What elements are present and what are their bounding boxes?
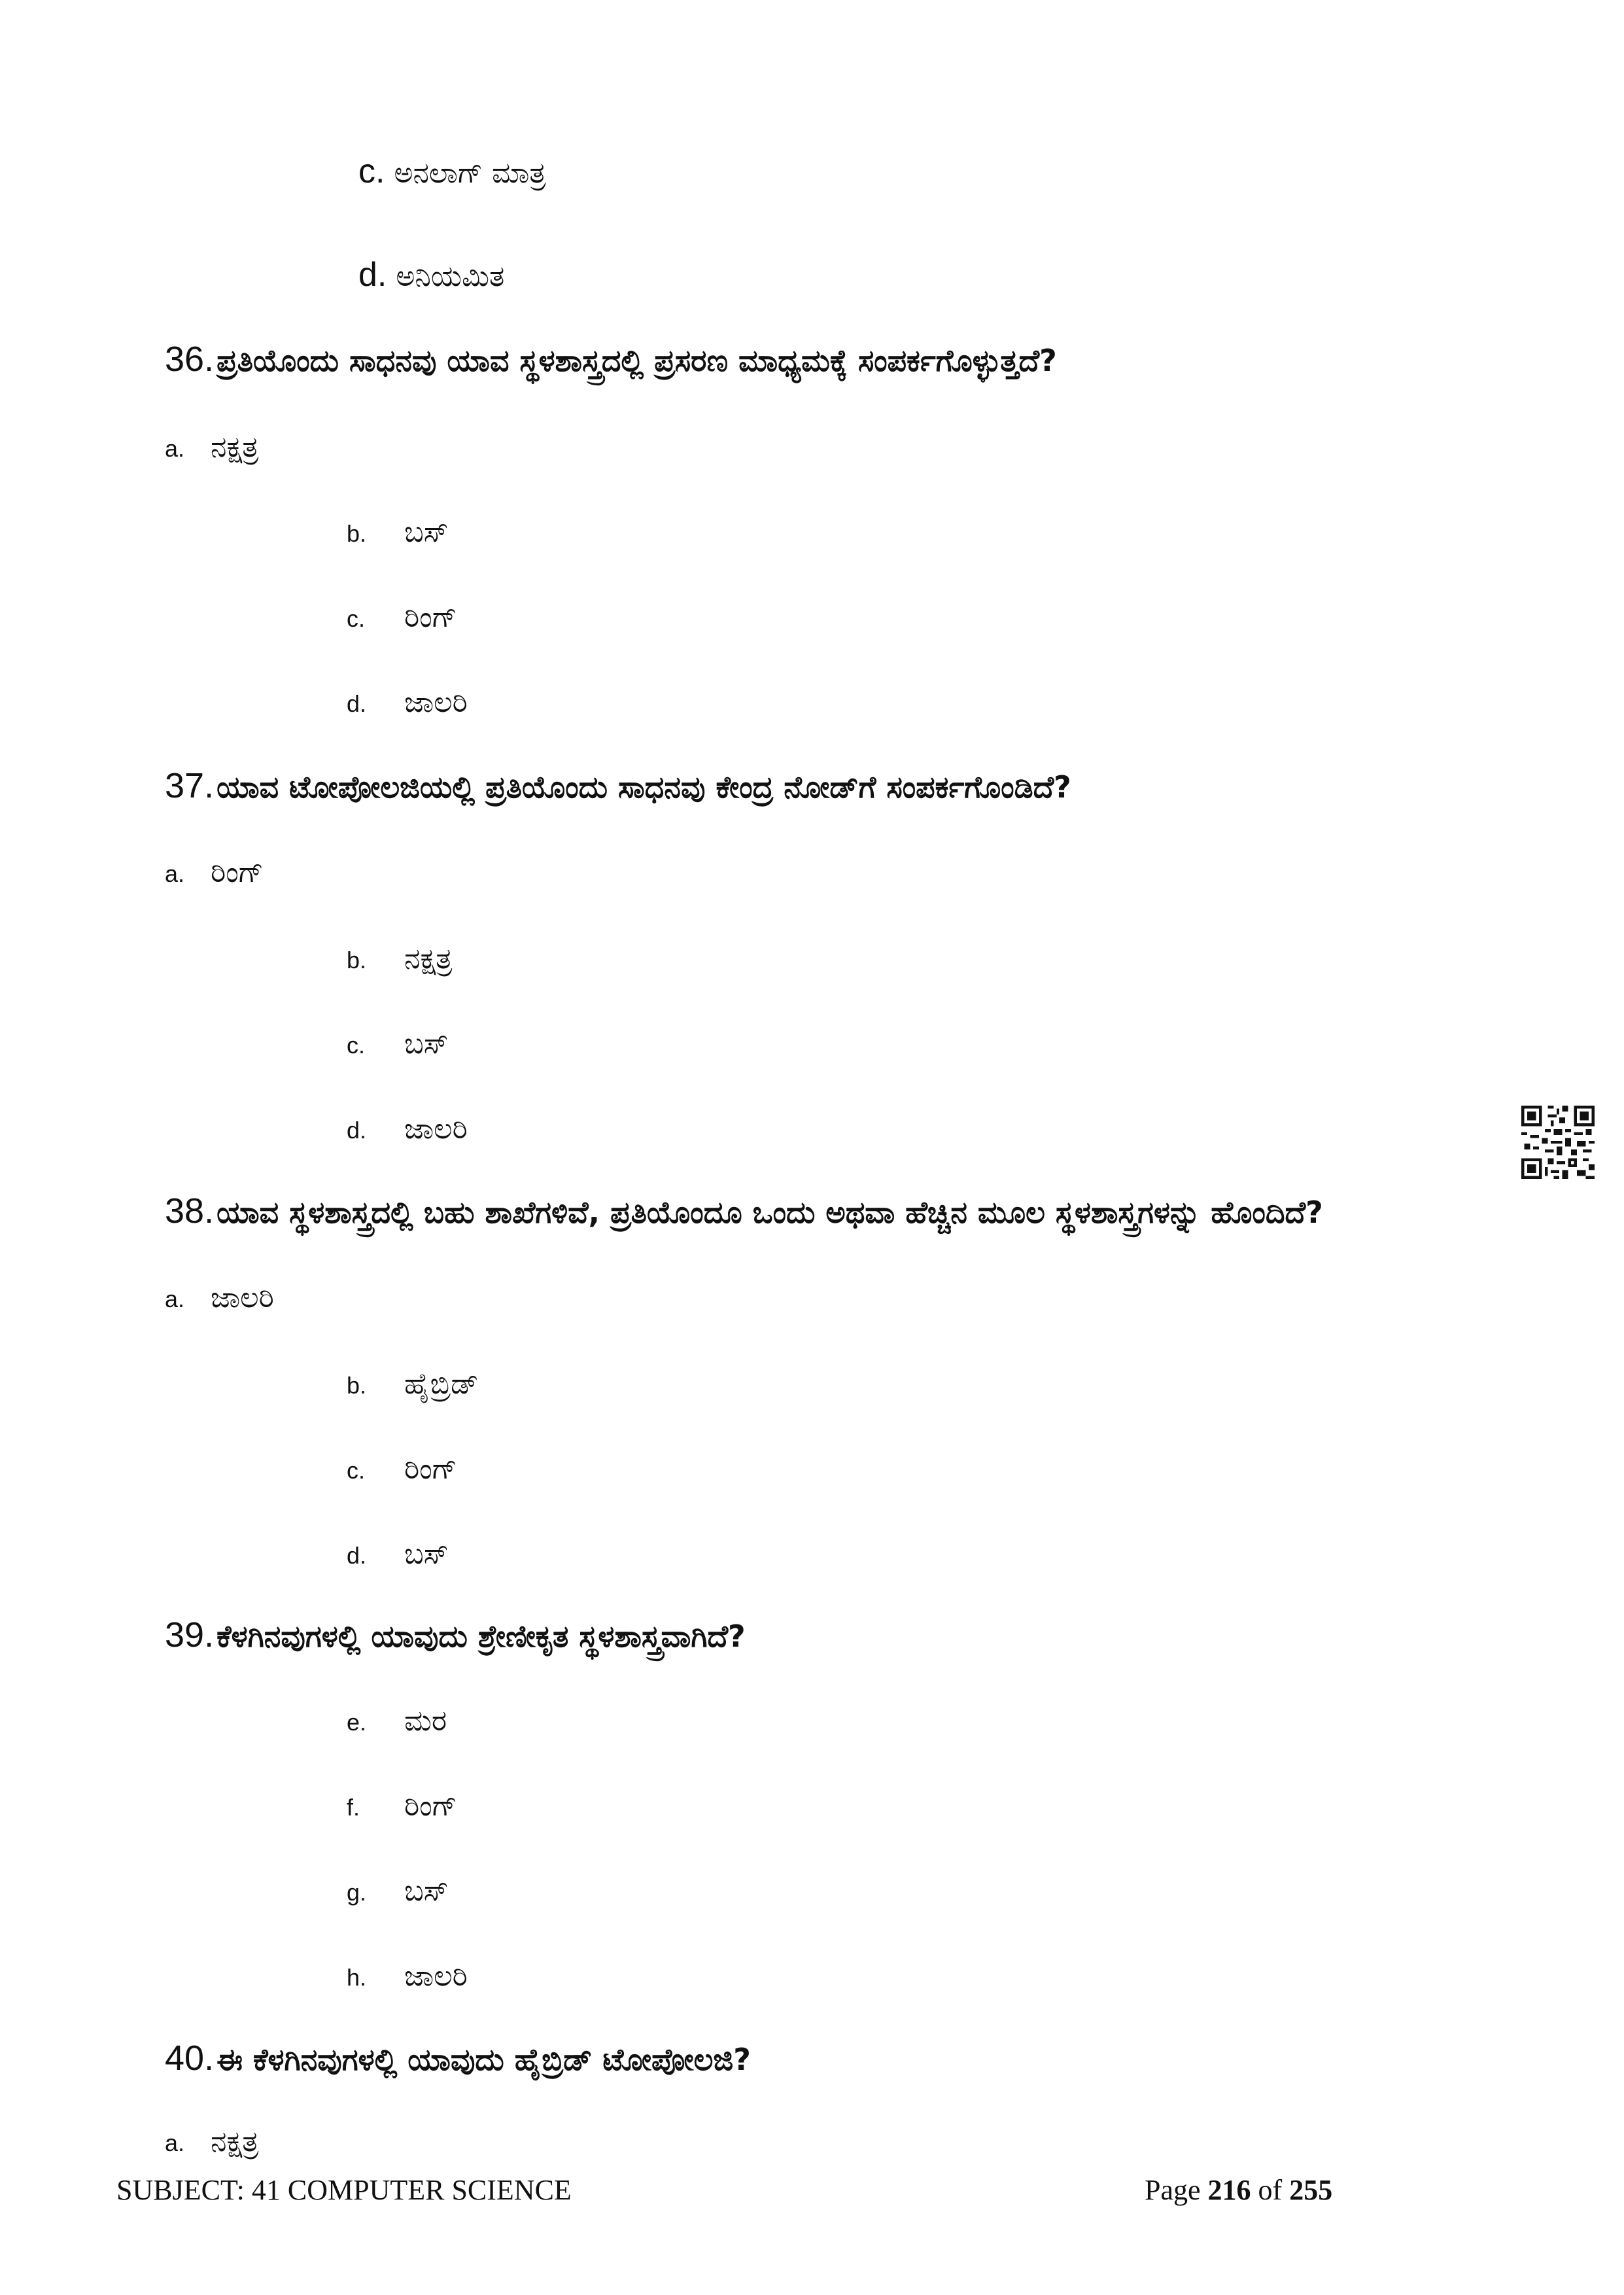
question-text: ಪ್ರತಿಯೊಂದು ಸಾಧನವು ಯಾವ ಸ್ಥಳಶಾಸ್ತ್ರದಲ್ಲಿ ಪ್ರಸರಣ ಮಾಧ್ಯಮಕ್ಕೆ ಸಂಪರ್ಕಗೊಳ್ಳುತ್ತದೆ? — [216, 343, 1057, 378]
question-number: 40. — [165, 2039, 215, 2078]
option-label: b. — [347, 947, 367, 973]
option-label: d. — [358, 256, 387, 294]
question-40-option-a — [165, 2125, 258, 2158]
question-40 — [165, 2038, 751, 2078]
option-label: a. — [165, 1286, 185, 1312]
option-text: ರಿಂಗ್ — [404, 1789, 457, 1823]
option-text: ರಿಂಗ್ — [404, 1452, 457, 1486]
option-label: c. — [347, 605, 366, 632]
option-d — [358, 255, 504, 294]
of-word: of — [1258, 2174, 1283, 2206]
option-c — [358, 152, 546, 191]
option-label: a. — [165, 860, 185, 887]
option-label: g. — [347, 1879, 367, 1906]
question-36-option-c — [347, 601, 457, 634]
question-number: 39. — [165, 1615, 215, 1655]
option-label: a. — [165, 2129, 185, 2156]
question-37-option-d — [347, 1112, 468, 1146]
question-number: 38. — [165, 1191, 215, 1231]
question-36-option-b — [347, 516, 448, 549]
option-text: ಜಾಲರಿ — [404, 1112, 468, 1146]
option-text: ಬಸ್ — [404, 1537, 449, 1571]
option-label: h. — [347, 1964, 367, 1991]
option-text: ಬಸ್ — [404, 1874, 449, 1908]
question-37-option-b — [347, 942, 452, 975]
question-37-option-c — [347, 1027, 448, 1060]
option-text: ನಕ್ಷತ್ರ — [211, 2125, 259, 2158]
option-label: b. — [347, 520, 367, 547]
option-label: b. — [347, 1372, 367, 1399]
page-current: 216 — [1207, 2174, 1251, 2206]
option-label: c. — [347, 1032, 366, 1059]
option-label: f. — [347, 1794, 360, 1821]
question-36 — [165, 339, 1057, 379]
question-36-option-d — [347, 686, 468, 719]
option-text: ಜಾಲರಿ — [404, 1959, 468, 1993]
option-text: ಜಾಲರಿ — [211, 1281, 274, 1314]
question-number: 36. — [165, 340, 215, 379]
option-text: ರಿಂಗ್ — [404, 601, 457, 634]
option-label: d. — [347, 1542, 367, 1569]
option-text: ಬಸ್ — [404, 516, 449, 549]
option-label: c. — [358, 152, 385, 190]
option-label: c. — [347, 1457, 366, 1484]
question-37 — [165, 765, 1071, 806]
question-36-option-a — [165, 430, 258, 464]
question-37-option-a — [165, 856, 264, 889]
question-38-option-d — [347, 1537, 448, 1571]
option-text: ಬಸ್ — [404, 1027, 449, 1060]
option-text: ನಕ್ಷತ್ರ — [211, 430, 259, 464]
option-text: ನಕ್ಷತ್ರ — [404, 942, 453, 975]
option-text: ರಿಂಗ್ — [211, 856, 264, 889]
page-word: Page — [1145, 2174, 1201, 2206]
option-text: ಅನಿಯಮಿತ — [396, 260, 505, 293]
question-38 — [165, 1191, 1323, 1231]
question-text: ಕೆಳಗಿನವುಗಳಲ್ಲಿ ಯಾವುದು ಶ್ರೇಣೀಕೃತ ಸ್ಥಳಶಾಸ್ತ್ರವಾಗಿದೆ? — [216, 1619, 746, 1654]
question-39-option-f — [347, 1789, 457, 1823]
question-38-option-a — [165, 1281, 274, 1314]
question-number: 37. — [165, 766, 215, 805]
question-text: ಯಾವ ಟೋಪೋಲಜಿಯಲ್ಲಿ ಪ್ರತಿಯೊಂದು ಸಾಧನವು ಕೇಂದ್ರ ನೋಡ್‌ಗೆ ಸಂಪರ್ಕಗೊಂಡಿದೆ? — [216, 769, 1071, 805]
question-38-option-c — [347, 1452, 457, 1486]
page-number — [1145, 2173, 1332, 2207]
question-38-option-b — [347, 1367, 478, 1401]
question-39 — [165, 1615, 746, 1655]
option-label: d. — [347, 1117, 367, 1144]
question-39-option-g — [347, 1874, 448, 1908]
footer-subject: SUBJECT: 41 COMPUTER SCIENCE — [116, 2174, 572, 2206]
option-text: ಅನಲಾಗ್ ಮಾತ್ರ — [394, 156, 546, 190]
option-text: ಹೈಬ್ರಿಡ್ — [404, 1367, 479, 1401]
option-text: ಮರ — [404, 1704, 447, 1738]
option-label: e. — [347, 1709, 367, 1736]
option-label: a. — [165, 435, 185, 462]
option-text: ಜಾಲರಿ — [404, 686, 468, 719]
question-39-option-e — [347, 1704, 447, 1738]
qr-code-icon — [1521, 1106, 1595, 1179]
question-39-option-h — [347, 1959, 468, 1993]
question-text: ಯಾವ ಸ್ಥಳಶಾಸ್ತ್ರದಲ್ಲಿ ಬಹು ಶಾಖೆಗಳಿವೆ, ಪ್ರತಿಯೊಂದೂ ಒಂದು ಅಥವಾ ಹೆಚ್ಚಿನ ಮೂಲ ಸ್ಥಳಶಾಸ್ತ್ರಗಳನ್ನು ಹೊಂದಿದೆ? — [216, 1195, 1323, 1230]
page-total: 255 — [1289, 2174, 1333, 2206]
question-text: ಈ ಕೆಳಗಿನವುಗಳಲ್ಲಿ ಯಾವುದು ಹೈಬ್ರಿಡ್ ಟೋಪೋಲಜಿ? — [216, 2042, 751, 2077]
option-label: d. — [347, 690, 367, 717]
